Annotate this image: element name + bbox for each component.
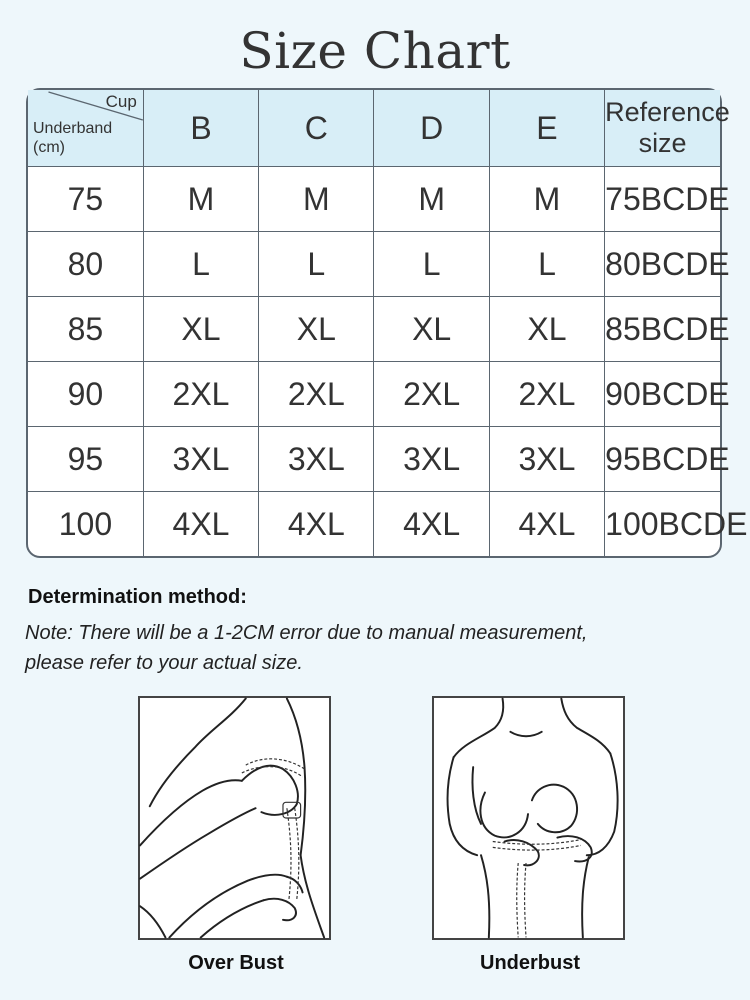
column-header: C xyxy=(259,90,374,167)
size-cell: 2XL xyxy=(374,362,489,427)
band-cell: 75 xyxy=(28,167,143,232)
over-bust-illustration xyxy=(138,696,331,940)
size-cell: XL xyxy=(143,297,258,362)
table-row xyxy=(28,492,720,557)
page-title: Size Chart xyxy=(239,22,511,80)
size-cell: 4XL xyxy=(489,492,604,557)
reference-cell: 85BCDE xyxy=(605,297,720,362)
size-cell: XL xyxy=(259,297,374,362)
underbust-caption: Underbust xyxy=(480,952,580,974)
size-cell: L xyxy=(489,232,604,297)
size-chart-table xyxy=(26,88,748,558)
reference-cell: 90BCDE xyxy=(605,362,720,427)
reference-cell: 95BCDE xyxy=(605,427,720,492)
note-line: Note: There will be a 1-2CM error due to manual measurement, xyxy=(25,622,588,644)
band-cell: 95 xyxy=(28,427,143,492)
table-row xyxy=(28,167,720,232)
column-header: Reference size xyxy=(605,90,720,167)
band-cell: 100 xyxy=(28,492,143,557)
size-cell: 4XL xyxy=(143,492,258,557)
reference-cell: 75BCDE xyxy=(605,167,720,232)
header-row xyxy=(28,90,720,167)
underbust-drawing-icon xyxy=(434,698,623,938)
size-cell: 4XL xyxy=(259,492,374,557)
size-cell: L xyxy=(143,232,258,297)
determination-method-label: Determination method: xyxy=(28,586,247,608)
size-cell: M xyxy=(489,167,604,232)
table-row xyxy=(28,362,720,427)
size-cell: 3XL xyxy=(259,427,374,492)
band-cell: 85 xyxy=(28,297,143,362)
underbust-illustration xyxy=(432,696,625,940)
over-bust-caption: Over Bust xyxy=(188,952,284,974)
band-cell: 80 xyxy=(28,232,143,297)
size-cell: L xyxy=(374,232,489,297)
size-cell: L xyxy=(259,232,374,297)
column-header: E xyxy=(489,90,604,167)
cup-label: Cup xyxy=(105,92,137,111)
table-row xyxy=(28,427,720,492)
size-cell: 3XL xyxy=(374,427,489,492)
note-line: please refer to your actual size. xyxy=(25,652,303,674)
over-bust-drawing-icon xyxy=(140,698,329,938)
size-cell: 2XL xyxy=(259,362,374,427)
size-cell: 4XL xyxy=(374,492,489,557)
table-row xyxy=(28,232,720,297)
table-row xyxy=(28,297,720,362)
size-cell: 2XL xyxy=(489,362,604,427)
reference-cell: 80BCDE xyxy=(605,232,720,297)
size-cell: 3XL xyxy=(489,427,604,492)
size-cell: XL xyxy=(374,297,489,362)
size-cell: M xyxy=(259,167,374,232)
column-header: D xyxy=(374,90,489,167)
size-cell: 3XL xyxy=(143,427,258,492)
corner-header xyxy=(28,90,143,167)
column-header: B xyxy=(143,90,258,167)
size-cell: M xyxy=(143,167,258,232)
measurement-note xyxy=(25,618,725,678)
reference-cell: 100BCDE xyxy=(605,492,720,557)
size-cell: XL xyxy=(489,297,604,362)
underband-label: Underband (cm) xyxy=(33,120,113,156)
size-cell: M xyxy=(374,167,489,232)
size-cell: 2XL xyxy=(143,362,258,427)
band-cell: 90 xyxy=(28,362,143,427)
